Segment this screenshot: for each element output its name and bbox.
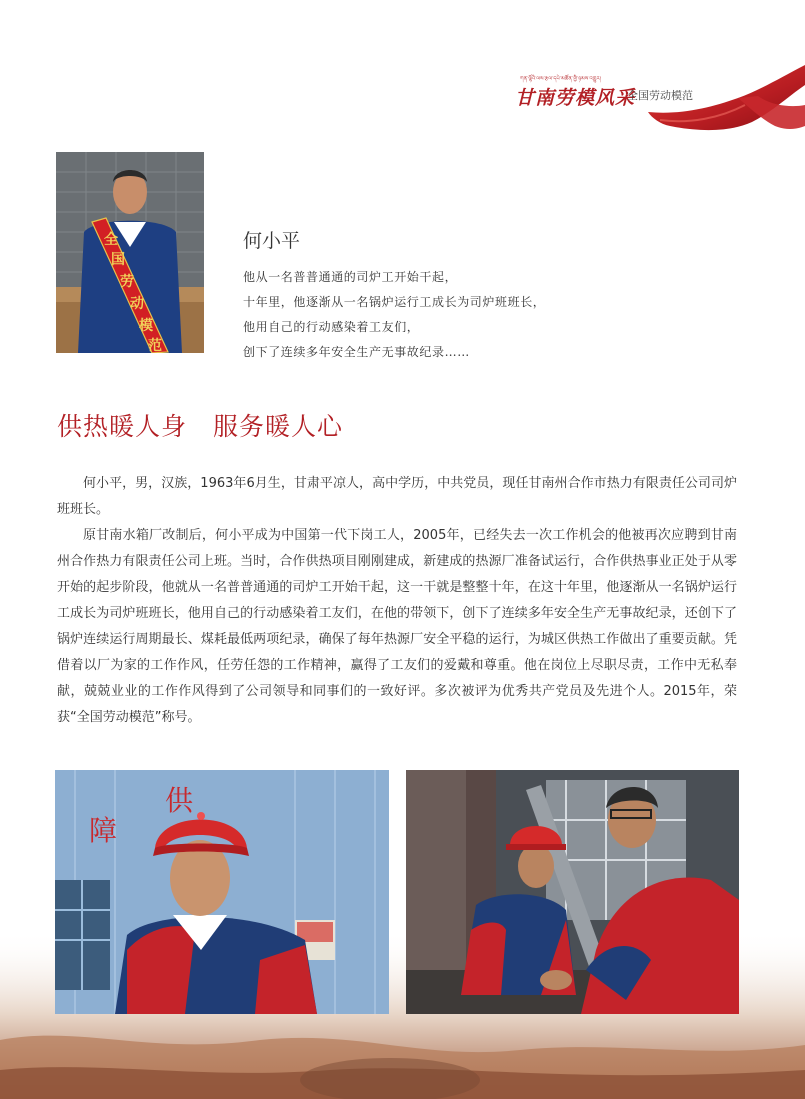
intro-line: 他用自己的行动感染着工友们，	[243, 320, 420, 334]
article-headline: 供热暖人身 服务暖人心	[57, 412, 344, 441]
wall-char-gong: 供	[165, 784, 194, 817]
intro-line: 创下了连续多年安全生产无事故纪录……	[243, 345, 470, 359]
svg-text:模: 模	[139, 318, 153, 334]
header-brand-logo: 甘南劳模风采	[515, 87, 636, 109]
svg-text:国: 国	[111, 252, 125, 268]
wall-char-zhang: 障	[89, 814, 118, 847]
photo-worker-inspection	[406, 770, 739, 1014]
portrait-photo	[56, 152, 204, 353]
profile-name: 何小平	[243, 230, 301, 252]
photo-worker-closeup	[55, 770, 389, 1014]
intro-line: 他从一名普普通通的司炉工开始干起，	[243, 270, 458, 284]
header-subtitle: 全国劳动模范	[627, 89, 693, 102]
svg-text:劳: 劳	[120, 274, 134, 290]
intro-line: 十年里，他逐渐从一名锅炉运行工成长为司炉班班长，	[243, 295, 546, 309]
body-paragraph: 原甘南水箱厂改制后，何小平成为中国第一代下岗工人，2005年，已经失去一次工作机会的他被再次应聘到甘南州合作热力有限责任公司上班。当时，合作供热项目刚刚建成，新建成的热源厂准备试运行，合作供热事业正处于从零开始的起步阶段，他就从一名普普通通的司炉工开始干起，这一干就是整整十年，在这十年里，他逐渐从一名锅炉运行工成长为司炉班班长，他用自己的行动感染着工友们，在他的带领下，创下了连续多年安全生产无事故纪录，还创下了锅炉连续运行周期最长、煤耗最低两项纪录，确保了每年热源厂安全平稳的运行，为城区供热工作做出了重要贡献。凭借着以厂为家的工作作风，任劳任怨的工作精神，赢得了工友们的爱戴和尊重。他在岗位上尽职尽责，工作中无私奉献，兢兢业业的工作作风得到了公司领导和同事们的一致好评。多次被评为优秀共产党员及先进个人。2015年，荣获“全国劳动模范”称号。	[57, 528, 737, 725]
red-ribbon-decoration	[640, 60, 805, 135]
svg-text:范: 范	[148, 338, 162, 353]
header-tibetan-line: ཀན་ལྷོའི་ལས་རྩལ་དཔེ་མཚོན་གྱི་ཉམས་འགྱུར།	[520, 76, 602, 82]
body-paragraph: 何小平，男，汉族，1963年6月生，甘肃平凉人，高中学历，中共党员，现任甘南州合作市热力有限责任公司司炉班班长。	[57, 476, 737, 517]
profile-intro	[243, 265, 643, 365]
svg-text:全: 全	[104, 232, 118, 248]
svg-text:动: 动	[130, 296, 144, 312]
article-body	[57, 471, 737, 731]
